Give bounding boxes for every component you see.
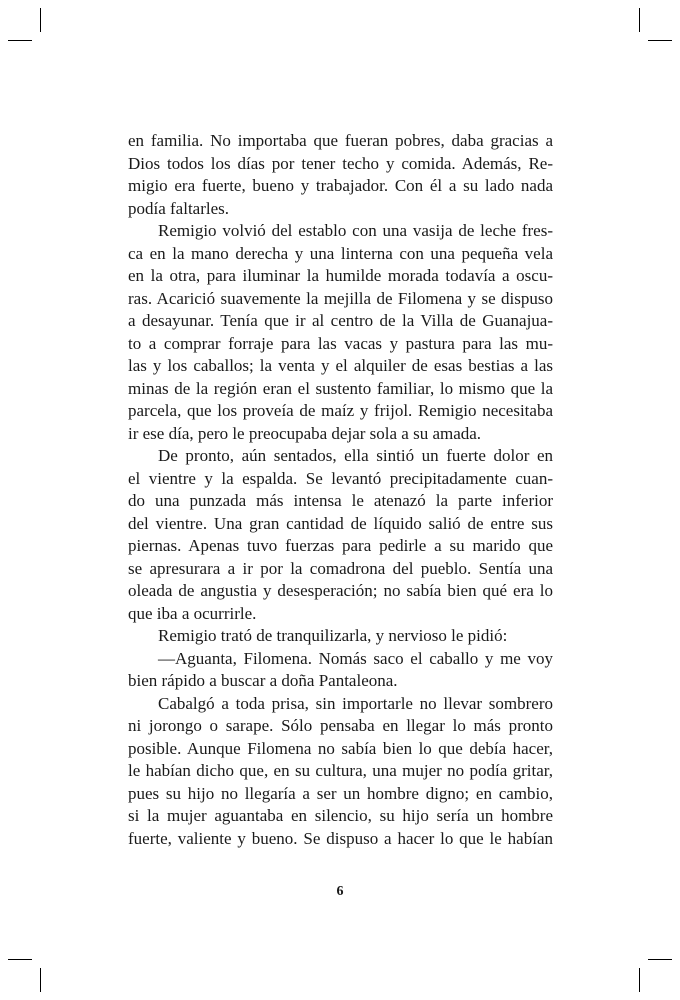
text-line: oleada de angustia y desesperación; no sabía bien qué era lo (128, 581, 553, 600)
crop-mark-bottom-right-horizontal (648, 959, 672, 960)
text-line: De pronto, aún sentados, ella sintió un fuerte dolor en (158, 446, 553, 465)
crop-mark-top-left-vertical (40, 8, 41, 32)
page-number: 6 (336, 884, 344, 899)
text-line: minas de la región eran el sustento familiar, lo mismo que la (128, 378, 553, 398)
text-line: bien rápido a buscar a doña Pantaleona. (128, 671, 398, 690)
crop-mark-top-left-horizontal (8, 40, 32, 41)
crop-mark-bottom-right-vertical (639, 968, 640, 992)
text-line: del vientre. Una gran cantidad de líquido salió de entre sus (128, 513, 553, 533)
text-line: las y los caballos; la venta y el alquiler de esas bestias a las (128, 356, 553, 375)
crop-mark-top-right-horizontal (648, 40, 672, 41)
text-line: fuerte, valiente y bueno. Se dispuso a hacer lo que le habían (128, 828, 553, 848)
body-text (128, 130, 553, 850)
text-line: pues su hijo no llegaría a ser un hombre digno; en cambio, (128, 783, 553, 803)
text-line: ni jorongo o sarape. Sólo pensaba en llegar lo más pronto (128, 716, 553, 735)
crop-mark-bottom-left-horizontal (8, 959, 32, 960)
text-line: Dios todos los días por tener techo y comida. Además, Re- (128, 153, 553, 173)
text-line: en la otra, para iluminar la humilde morada todavía a oscu- (128, 266, 553, 285)
crop-mark-bottom-left-vertical (40, 968, 41, 992)
text-line: posible. Aunque Filomena no sabía bien lo que debía hacer, (128, 738, 553, 758)
text-line: Cabalgó a toda prisa, sin importarle no llevar sombrero (158, 693, 553, 713)
text-line: en familia. No importaba que fueran pobres, daba gracias a (128, 131, 553, 150)
text-line: podía faltarles. (128, 198, 230, 218)
text-line: ca en la mano derecha y una linterna con una pequeña vela (128, 243, 553, 263)
text-line: si la mujer aguantaba en silencio, su hijo sería un hombre (128, 806, 553, 825)
text-line: Remigio trató de tranquilizarla, y nervioso le pidió: (158, 626, 508, 645)
text-line: el vientre y la espalda. Se levantó precipitadamente cuan- (128, 468, 553, 488)
text-line: se apresurara a ir por la comadrona del pueblo. Sentía una (128, 558, 553, 578)
text-line: —Aguanta, Filomena. Nomás saco el caballo y me voy (158, 648, 553, 668)
text-line: le habían dicho que, en su cultura, una mujer no podía gritar, (128, 761, 553, 780)
text-line: migio era fuerte, bueno y trabajador. Con él a su lado nada (128, 176, 553, 195)
text-line: ir ese día, pero le preocupaba dejar sola a su amada. (128, 423, 482, 443)
text-line: parcela, que los proveía de maíz y frijol. Remigio necesitaba (128, 401, 553, 420)
text-line: que iba a ocurrirle. (128, 603, 257, 623)
text-line: do una punzada más intensa le atenazó la parte inferior (128, 491, 553, 510)
text-line: ras. Acarició suavemente la mejilla de Filomena y se dispuso (128, 288, 553, 308)
text-line: piernas. Apenas tuvo fuerzas para pedirle a su marido que (128, 536, 553, 555)
text-line: a desayunar. Tenía que ir al centro de la Villa de Guanajua- (128, 311, 553, 330)
text-line: to a comprar forraje para las vacas y pastura para las mu- (128, 333, 553, 353)
text-line: Remigio volvió del establo con una vasija de leche fres- (158, 221, 553, 240)
crop-mark-top-right-vertical (639, 8, 640, 32)
